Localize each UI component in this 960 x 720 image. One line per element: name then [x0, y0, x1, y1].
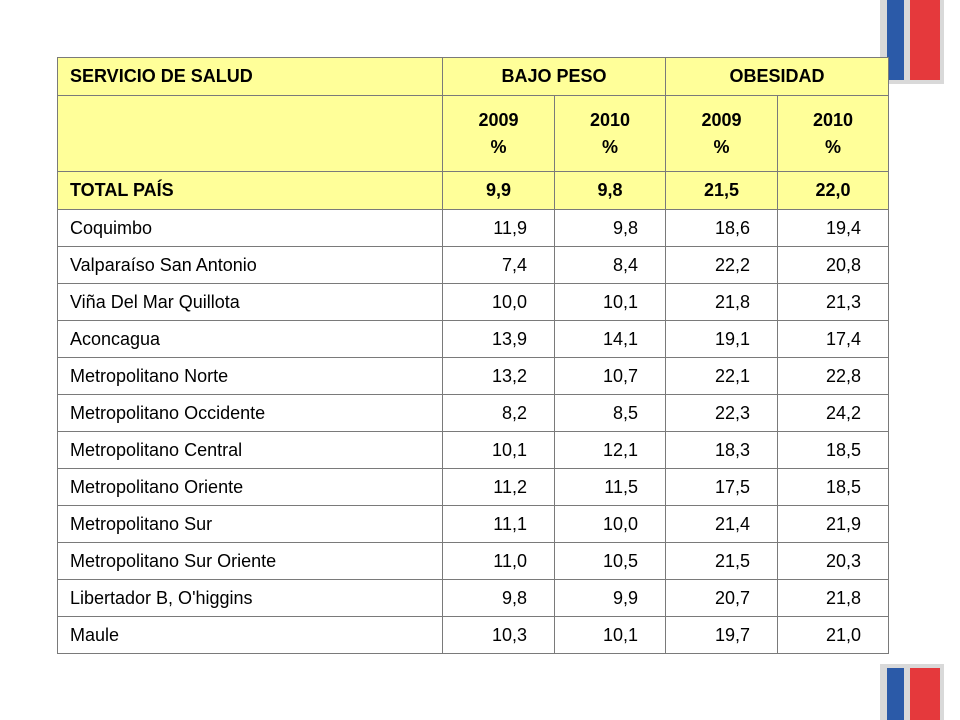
header-service: SERVICIO DE SALUD — [58, 58, 443, 96]
header-bajo-peso: BAJO PESO — [443, 58, 666, 96]
value-cell: 21,3 — [778, 284, 889, 321]
value-cell: 8,4 — [555, 247, 666, 284]
service-name: Maule — [58, 617, 443, 654]
value-cell: 22,2 — [666, 247, 778, 284]
value-cell: 13,9 — [443, 321, 555, 358]
value-cell: 22,3 — [666, 395, 778, 432]
total-value: 22,0 — [778, 172, 889, 210]
value-cell: 9,9 — [555, 580, 666, 617]
service-name: Coquimbo — [58, 210, 443, 247]
value-cell: 14,1 — [555, 321, 666, 358]
table-row — [58, 469, 889, 506]
value-cell: 9,8 — [555, 210, 666, 247]
value-cell: 20,8 — [778, 247, 889, 284]
year-label: 2009 — [478, 110, 519, 131]
total-value: 21,5 — [666, 172, 778, 210]
table-row — [58, 210, 889, 247]
year-unit: % — [601, 136, 618, 157]
value-cell: 21,8 — [778, 580, 889, 617]
value-cell: 17,5 — [666, 469, 778, 506]
value-cell: 18,5 — [778, 469, 889, 506]
table-row — [58, 432, 889, 469]
service-name: Metropolitano Sur — [58, 506, 443, 543]
year-label: 2010 — [589, 110, 631, 131]
year-row-empty — [58, 96, 443, 172]
value-cell: 20,7 — [666, 580, 778, 617]
value-cell: 19,7 — [666, 617, 778, 654]
value-cell: 20,3 — [778, 543, 889, 580]
value-cell: 19,4 — [778, 210, 889, 247]
value-cell: 24,2 — [778, 395, 889, 432]
value-cell: 12,1 — [555, 432, 666, 469]
table-row — [58, 284, 889, 321]
value-cell: 18,3 — [666, 432, 778, 469]
value-cell: 10,5 — [555, 543, 666, 580]
value-cell: 18,5 — [778, 432, 889, 469]
service-name: Viña Del Mar Quillota — [58, 284, 443, 321]
year-cell — [443, 96, 555, 172]
value-cell: 13,2 — [443, 358, 555, 395]
value-cell: 21,8 — [666, 284, 778, 321]
value-cell: 17,4 — [778, 321, 889, 358]
value-cell: 11,0 — [443, 543, 555, 580]
table-row — [58, 247, 889, 284]
header-row — [58, 58, 889, 96]
value-cell: 11,5 — [555, 469, 666, 506]
header-obesidad: OBESIDAD — [666, 58, 889, 96]
year-unit: % — [825, 136, 842, 157]
value-cell: 10,1 — [443, 432, 555, 469]
table-row — [58, 506, 889, 543]
value-cell: 21,0 — [778, 617, 889, 654]
year-unit: % — [713, 136, 730, 157]
service-name: Metropolitano Norte — [58, 358, 443, 395]
value-cell: 7,4 — [443, 247, 555, 284]
year-label: 2010 — [812, 110, 854, 131]
table-row — [58, 321, 889, 358]
year-cell — [555, 96, 666, 172]
year-cell — [666, 96, 778, 172]
value-cell: 8,5 — [555, 395, 666, 432]
table-row — [58, 358, 889, 395]
value-cell: 19,1 — [666, 321, 778, 358]
service-name: Aconcagua — [58, 321, 443, 358]
value-cell: 21,5 — [666, 543, 778, 580]
value-cell: 11,9 — [443, 210, 555, 247]
service-name: Libertador B, O'higgins — [58, 580, 443, 617]
value-cell: 11,2 — [443, 469, 555, 506]
health-data-table — [57, 57, 889, 654]
value-cell: 10,1 — [555, 284, 666, 321]
table-row — [58, 580, 889, 617]
total-value: 9,8 — [555, 172, 666, 210]
year-unit: % — [490, 136, 507, 157]
year-cell — [778, 96, 889, 172]
value-cell: 11,1 — [443, 506, 555, 543]
total-row — [58, 172, 889, 210]
total-label: TOTAL PAÍS — [58, 172, 443, 210]
flag-red-stripe-bottom — [910, 668, 940, 720]
value-cell: 21,4 — [666, 506, 778, 543]
flag-blue-stripe-top — [887, 0, 904, 80]
table-row — [58, 543, 889, 580]
value-cell: 8,2 — [443, 395, 555, 432]
year-row — [58, 96, 889, 172]
flag-blue-stripe-bottom — [887, 668, 904, 720]
year-label: 2009 — [701, 110, 742, 131]
value-cell: 22,8 — [778, 358, 889, 395]
total-value: 9,9 — [443, 172, 555, 210]
table-row — [58, 395, 889, 432]
value-cell: 10,3 — [443, 617, 555, 654]
value-cell: 10,0 — [443, 284, 555, 321]
value-cell: 22,1 — [666, 358, 778, 395]
service-name: Metropolitano Occidente — [58, 395, 443, 432]
table-row — [58, 617, 889, 654]
service-name: Valparaíso San Antonio — [58, 247, 443, 284]
value-cell: 10,1 — [555, 617, 666, 654]
value-cell: 10,0 — [555, 506, 666, 543]
flag-red-stripe-top — [910, 0, 940, 80]
value-cell: 9,8 — [443, 580, 555, 617]
service-name: Metropolitano Sur Oriente — [58, 543, 443, 580]
value-cell: 18,6 — [666, 210, 778, 247]
value-cell: 10,7 — [555, 358, 666, 395]
value-cell: 21,9 — [778, 506, 889, 543]
service-name: Metropolitano Oriente — [58, 469, 443, 506]
service-name: Metropolitano Central — [58, 432, 443, 469]
